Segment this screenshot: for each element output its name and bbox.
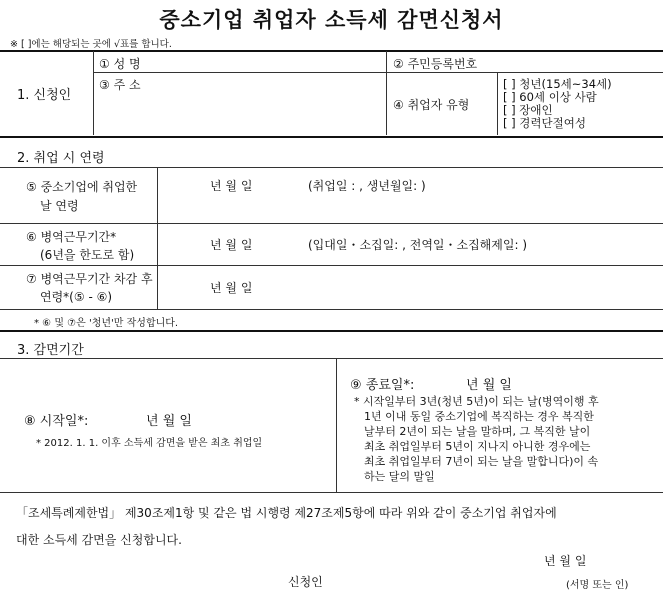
section1-top-border (0, 50, 663, 52)
type-option-disabled[interactable]: [ ] 장애인 (503, 103, 553, 117)
row5-label-line1: ⑤ 중소기업에 취업한 (26, 180, 138, 194)
declaration-line1: 「조세특례제한법」 제30조제1항 및 같은 법 시행령 제27조제5항에 따라 위와 같이 중소기업 취업자에 (16, 506, 557, 520)
rrn-label: ② 주민등록번호 (393, 57, 478, 71)
end-date-note (354, 394, 599, 484)
check-instruction-note: ※ [ ]에는 해당되는 곳에 √표를 합니다. (10, 39, 172, 50)
row7-label-line2: 연령*(⑤ - ⑥) (40, 290, 113, 304)
end-note-line: 하는 달의 말일 (364, 470, 435, 483)
type-option-youth-text: 청년(15세~34세) (519, 77, 612, 91)
applicant-signature-label: 신청인 (288, 575, 323, 589)
row5-date-units: 년 월 일 (210, 179, 253, 193)
section2-header-divider (0, 167, 663, 168)
type-option-career-break[interactable]: [ ] 경력단절여성 (503, 116, 586, 130)
end-note-line: 최초 취업일부터 7년이 되는 날을 말합니다)이 속 (364, 455, 599, 468)
row6-detail: (입대일・소집일: , 전역일・소집해제일: ) (308, 238, 527, 252)
type-options-divider (497, 73, 498, 135)
section3-middle-divider (336, 359, 337, 492)
start-date-units: 년 월 일 (146, 414, 192, 429)
end-date-units: 년 월 일 (466, 378, 512, 393)
row7-date-units: 년 월 일 (210, 281, 253, 295)
row6-label-line2: (6년을 한도로 함) (40, 248, 135, 262)
section2-top-border (0, 136, 663, 138)
youth-only-note: * ⑥ 및 ⑦은 '청년'만 작성합니다. (34, 318, 179, 329)
section1-row-divider (93, 72, 663, 73)
section3-header-divider (0, 358, 663, 359)
end-note-line: 최초 취업일부터 5년이 지나지 아니한 경우에는 (364, 440, 591, 453)
employee-type-label: ④ 취업자 유형 (393, 98, 470, 112)
row6-date-units: 년 월 일 (210, 238, 253, 252)
row7-label-line1: ⑦ 병역근무기간 차감 후 (26, 272, 153, 286)
row5-detail: (취업일 : , 생년월일: ) (308, 179, 426, 193)
section2-label-divider (157, 167, 158, 309)
end-note-line: * 시작일부터 3년(청년 5년)이 되는 날(병역이행 후 (354, 395, 599, 408)
address-label: ③ 주 소 (99, 78, 141, 92)
name-label: ① 성 명 (99, 57, 141, 71)
row7-bottom (0, 309, 663, 310)
age-section-label: 2. 취업 시 연령 (17, 151, 105, 166)
type-option-senior[interactable]: [ ] 60세 이상 사람 (503, 90, 597, 104)
type-option-disabled-text: 장애인 (519, 103, 553, 117)
type-option-youth[interactable]: [ ] 청년(15세~34세) (503, 77, 612, 91)
row5-bottom (0, 223, 663, 224)
period-section-label: 3. 감면기간 (17, 343, 84, 358)
start-date-label: ⑧ 시작일*: (24, 414, 89, 429)
applicant-section-label: 1. 신청인 (17, 88, 72, 103)
sign-or-seal-label: (서명 또는 인) (566, 580, 629, 591)
type-option-senior-text: 60세 이상 사람 (519, 90, 597, 104)
declaration-top-border (0, 492, 663, 493)
row6-bottom (0, 265, 663, 266)
section1-label-divider (93, 51, 94, 135)
row5-label-line2: 날 연령 (40, 199, 79, 213)
type-option-career-break-text: 경력단절여성 (519, 116, 586, 130)
section1-middle-divider (386, 51, 387, 135)
end-note-line: 1년 이내 동일 중소기업에 복직하는 경우 복직한 (364, 410, 594, 423)
start-date-note: * 2012. 1. 1. 이후 소득세 감면을 받은 최초 취업일 (36, 438, 263, 449)
declaration-line2: 대한 소득세 감면을 신청합니다. (16, 533, 182, 547)
row6-label-line1: ⑥ 병역근무기간* (26, 230, 117, 244)
section3-top-border (0, 330, 663, 332)
declaration-date-units: 년 월 일 (544, 554, 587, 568)
end-date-label: ⑨ 종료일*: (350, 378, 415, 393)
end-note-line: 날부터 2년이 되는 날을 말하며, 그 복직한 날이 (364, 425, 591, 438)
form-title: 중소기업 취업자 소득세 감면신청서 (159, 8, 504, 32)
